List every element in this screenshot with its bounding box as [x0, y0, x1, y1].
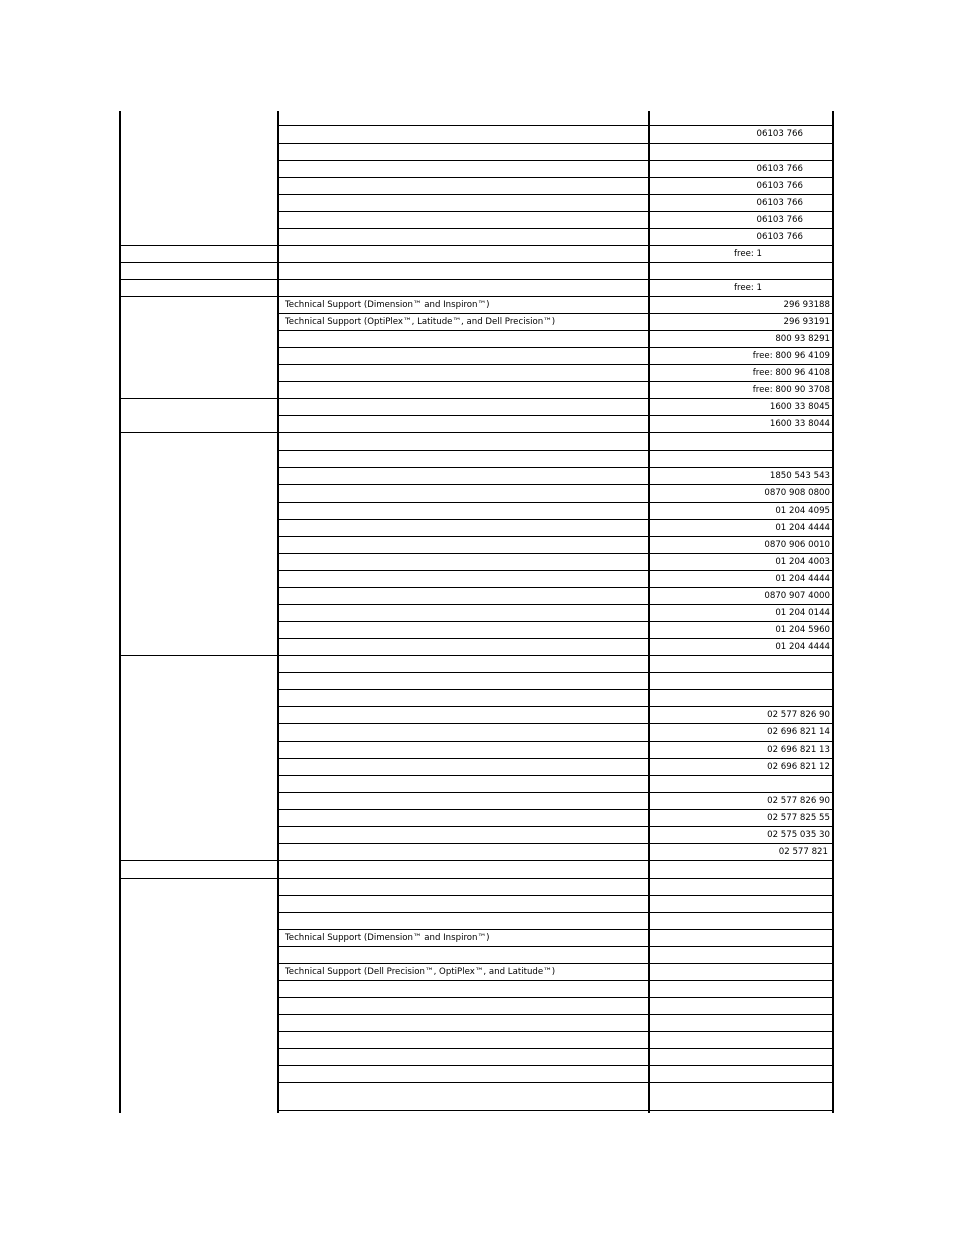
row-border	[277, 432, 834, 433]
row-border	[277, 1048, 834, 1049]
row-border	[277, 758, 834, 759]
phone-number: free: 1	[733, 249, 762, 259]
group-border	[119, 432, 279, 433]
group-border	[119, 878, 279, 879]
row-border	[277, 347, 834, 348]
row-border	[277, 194, 834, 195]
row-border	[277, 792, 834, 793]
phone-number: 06103 766	[756, 181, 803, 191]
phone-number: 0870 906 0010	[764, 540, 830, 550]
phone-number: 02 575 035 30	[767, 830, 830, 840]
phone-number: 0870 908 0800	[764, 488, 830, 498]
row-border	[277, 143, 834, 144]
phone-number: 01 204 0144	[775, 608, 830, 618]
row-border	[277, 313, 834, 314]
row-border	[277, 296, 834, 297]
row-border	[277, 655, 834, 656]
phone-number: 1600 33 8044	[769, 419, 830, 429]
row-border	[277, 809, 834, 810]
row-border	[277, 706, 834, 707]
row-border	[277, 621, 834, 622]
row-border	[277, 929, 834, 930]
row-border	[277, 519, 834, 520]
phone-number: free: 800 96 4108	[752, 368, 830, 378]
phone-number: 02 696 821 13	[767, 745, 830, 755]
row-border	[277, 279, 834, 280]
group-border	[119, 655, 279, 656]
row-border	[277, 843, 834, 844]
row-border	[277, 262, 834, 263]
row-border	[277, 895, 834, 896]
row-border	[277, 912, 834, 913]
phone-number: 06103 766	[756, 232, 803, 242]
row-border	[277, 638, 834, 639]
row-border	[277, 364, 834, 365]
row-border	[277, 775, 834, 776]
phone-number: 0870 907 4000	[764, 591, 830, 601]
group-border	[119, 262, 279, 263]
row-border	[277, 570, 834, 571]
phone-number: 296 93188	[783, 300, 830, 310]
phone-number: 01 204 4444	[775, 574, 830, 584]
row-border	[277, 1082, 834, 1083]
phone-number: 02 577 826 90	[767, 710, 830, 720]
row-border	[277, 604, 834, 605]
phone-number: 06103 766	[756, 198, 803, 208]
row-border	[277, 381, 834, 382]
row-border	[277, 980, 834, 981]
row-border	[277, 689, 834, 690]
row-border	[277, 997, 834, 998]
row-border	[277, 450, 834, 451]
row-border	[277, 211, 834, 212]
phone-number: 01 204 4444	[775, 523, 830, 533]
phone-number: 06103 766	[756, 129, 803, 139]
row-border	[277, 878, 834, 879]
phone-number: 800 93 8291	[775, 334, 830, 344]
row-border	[277, 946, 834, 947]
row-border	[277, 245, 834, 246]
phone-number: free: 800 90 3708	[752, 385, 830, 395]
group-border	[119, 279, 279, 280]
row-border	[277, 963, 834, 964]
row-border	[277, 484, 834, 485]
phone-number: 296 93191	[783, 317, 830, 327]
row-border	[277, 1031, 834, 1032]
service-label: Technical Support (OptiPlex™, Latitude™, and Dell Precision™)	[285, 317, 556, 327]
row-border	[277, 553, 834, 554]
row-border	[277, 860, 834, 861]
phone-number: 01 204 4444	[775, 642, 830, 652]
row-border	[277, 672, 834, 673]
phone-number: 01 204 5960	[775, 625, 830, 635]
phone-number: 01 204 4003	[775, 557, 830, 567]
phone-number: 02 577 826 90	[767, 796, 830, 806]
phone-number: 02 577 825 55	[767, 813, 830, 823]
row-border	[277, 467, 834, 468]
row-border	[277, 1014, 834, 1015]
row-border	[277, 398, 834, 399]
phone-number: 1850 543 543	[769, 471, 830, 481]
phone-number: 1600 33 8045	[769, 402, 830, 412]
group-border	[119, 398, 279, 399]
row-border	[277, 330, 834, 331]
row-border	[277, 741, 834, 742]
group-border	[119, 860, 279, 861]
phone-number: 02 696 821 14	[767, 727, 830, 737]
phone-number: 06103 766	[756, 215, 803, 225]
row-border	[277, 160, 834, 161]
row-border	[277, 723, 834, 724]
phone-number: 02 696 821 12	[767, 762, 830, 772]
row-border	[277, 502, 834, 503]
row-border	[277, 536, 834, 537]
phone-number: 06103 766	[756, 164, 803, 174]
row-border	[277, 415, 834, 416]
service-label: Technical Support (Dimension™ and Inspiron™)	[285, 933, 490, 943]
row-border	[277, 587, 834, 588]
row-border	[277, 1110, 834, 1111]
phone-number: free: 800 96 4109	[752, 351, 830, 361]
row-border	[277, 177, 834, 178]
phone-number: free: 1	[733, 283, 762, 293]
phone-number: 01 204 4095	[775, 506, 830, 516]
group-border	[119, 296, 279, 297]
row-border	[277, 1065, 834, 1066]
phone-number: 02 577 821	[778, 847, 828, 857]
row-border	[277, 826, 834, 827]
group-border	[119, 245, 279, 246]
service-label: Technical Support (Dell Precision™, OptiPlex™, and Latitude™)	[285, 967, 556, 977]
row-border	[277, 125, 834, 126]
service-label: Technical Support (Dimension™ and Inspiron™)	[285, 300, 490, 310]
row-border	[277, 228, 834, 229]
